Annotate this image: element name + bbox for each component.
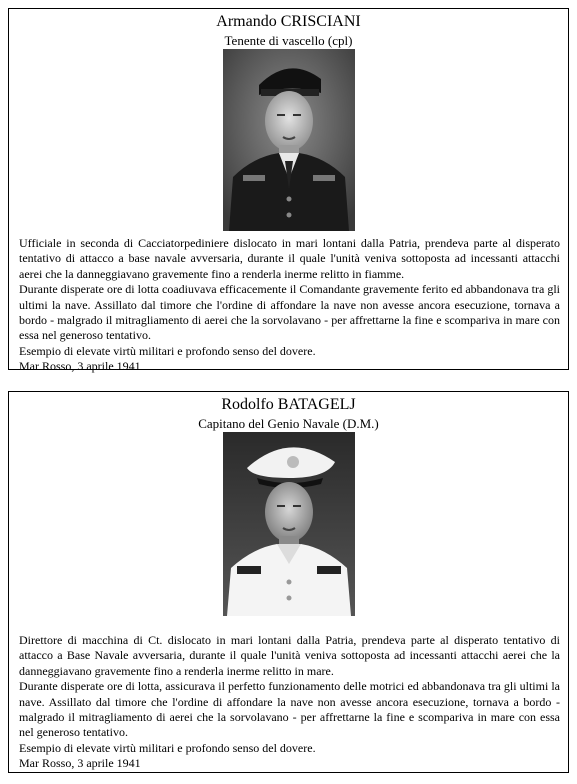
citation-paragraph: Durante disperate ore di lotta coadiuvava efficacemente il Comandante gravemente ferito ed abbandonava tra gli ultimi la nave. Assillato dal timore che l'ordine di affondare la nave non avesse ancora esecuzione, tornava a bordo - malgrado il mitragliamento di aerei che la sorvolavano - per affrettarne la fine e scompariva in mare con essa nel generoso tentativo. (19, 282, 560, 343)
officer-portrait-photo (223, 49, 355, 231)
officer-rank: Capitano del Genio Navale (D.M.) (198, 416, 379, 431)
citation-place-date: Mar Rosso, 3 aprile 1941 (19, 756, 141, 771)
citation-paragraph: Esempio di elevate virtù militari e profondo senso del dovere. (19, 343, 316, 358)
portrait-dark-uniform-icon (223, 49, 355, 231)
citation-place-date: Mar Rosso, 3 aprile 1941 (19, 359, 141, 374)
citation-paragraph: Esempio di elevate virtù militari e profondo senso del dovere. (19, 740, 316, 755)
officer-name: Rodolfo BATAGELJ (221, 396, 356, 413)
officer-portrait-photo (223, 432, 355, 616)
citation-card-batagelj (8, 391, 569, 773)
citation-card-crisciani (8, 8, 569, 374)
citation-paragraph: Direttore di macchina di Ct. dislocato in mari lontani dalla Patria, prendeva parte al disperato tentativo di attacco a Base Navale avversaria, durante il quale l'unità veniva sottoposta ad incessanti attacchi aerei che la danneggiavano gravemente fino a renderla inerme relitto in mare. (19, 633, 560, 678)
officer-name: Armando CRISCIANI (216, 13, 361, 30)
portrait-white-uniform-icon (223, 432, 355, 616)
citation-paragraph: Durante disperate ore di lotta, assicurava il perfetto funzionamento delle motrici ed abbandonava tra gli ultimi la nave. Assillato dal timore che l'ordine di affondare la nave non avesse ancora esecuzione, tornava a bordo - malgrado il mitragliamento di aerei che la sorvolavano - per affrettarne la fine e scompariva in mare con essa nel generoso tentativo. (19, 679, 560, 740)
citation-text (19, 633, 560, 772)
citation-paragraph: Ufficiale in seconda di Cacciatorpediniere dislocato in mari lontani dalla Patria, prendeva parte al disperato tentativo di attacco a base navale avversaria, durante il quale l'unità veniva sottoposta ad incessanti attacchi aerei che la danneggiavano gravemente fino a renderla inerme relitto in fiamme. (19, 236, 560, 281)
officer-rank: Tenente di vascello (cpl) (224, 33, 353, 48)
citation-text (19, 236, 560, 375)
